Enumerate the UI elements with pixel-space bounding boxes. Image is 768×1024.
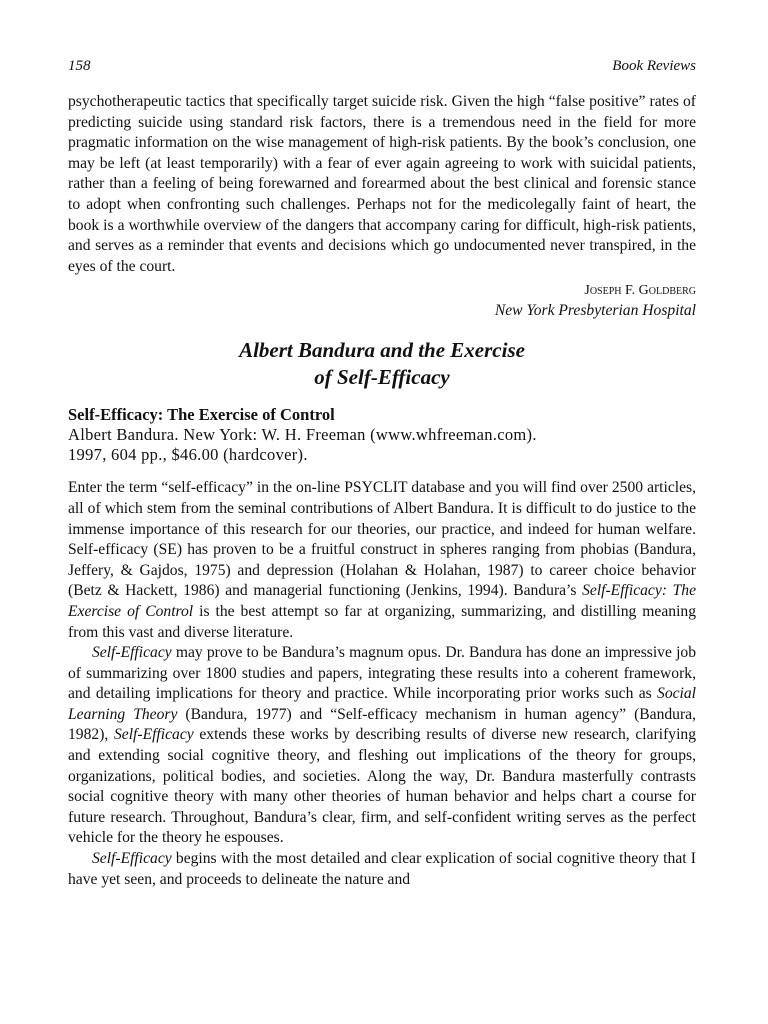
page-number: 158 xyxy=(68,58,91,74)
book-citation-line-2: 1997, 604 pp., $46.00 (hardcover). xyxy=(68,445,308,465)
text-segment: may prove to be Bandura’s magnum opus. Dr. Bandura has done an impressive job of summarizing over 1800 studies and papers, integrating these results into a coherent framework, and detailing implications for theory and practice. While incorporating prior works such as xyxy=(68,644,696,703)
reviewer-name: Joseph F. Goldberg xyxy=(584,283,696,299)
page-content xyxy=(68,92,696,890)
review-body xyxy=(68,478,696,890)
section-title: Book Reviews xyxy=(612,58,696,74)
italic-text-segment: Self-Efficacy: The Exercise of Control xyxy=(68,582,696,620)
reviewer-affiliation: New York Presbyterian Hospital xyxy=(494,302,696,320)
book-citation-line-1: Albert Bandura. New York: W. H. Freeman (www.whfreeman.com). xyxy=(68,425,537,445)
prev-review-paragraph: psychotherapeutic tactics that specifically target suicide risk. Given the high “false positive” rates of predicting suicide using standard risk factors, there is a tremendous need in the field for more pragmatic information on the wise management of high-risk patients. By the book’s conclusion, one may be left (at least temporarily) with a fear of ever again agreeing to work with suicidal patients, rather than a feeling of being forewarned and forearmed about the best clinical and forensic stance to adopt when confronting such challenges. Perhaps not for the medicolegally faint of heart, the book is a worthwhile overview of the dangers that accompany caring for difficult, high-risk patients, and serves as a reminder that events and decisions which go undocumented never transpired, in the eyes of the court. xyxy=(68,93,696,275)
review-paragraph-3 xyxy=(68,849,696,890)
text-segment: is the best attempt so far at organizing, summarizing, and distilling meaning from this vast and diverse literature. xyxy=(68,602,696,641)
italic-text-segment: Social Learning Theory xyxy=(68,685,696,723)
book-citation xyxy=(68,425,696,465)
review-paragraph-1 xyxy=(68,478,696,643)
text-segment: extends these works by describing results of diverse new research, clarifying and extending social cognitive theory, and fleshing out implications of the theory for groups, organizations, political bodies, and societies. Along the way, Dr. Bandura masterfully contrasts social cognitive theory with many other theories of human behavior and helps chart a course for future research. Throughout, Bandura’s clear, firm, and self-confident writing serves as the perfect vehicle for the theory he espouses. xyxy=(68,726,696,847)
review-title-line-1: Albert Bandura and the Exercise xyxy=(239,338,525,363)
review-title xyxy=(68,337,696,391)
text-segment: (Bandura, 1977) and “Self-efficacy mechanism in human agency” (Bandura, 1982), xyxy=(68,705,696,744)
running-head xyxy=(68,58,696,75)
review-title-line-2: of Self-Efficacy xyxy=(314,365,450,390)
reviewer-signature xyxy=(68,281,696,321)
book-title: Self-Efficacy: The Exercise of Control xyxy=(68,405,335,425)
text-segment: Enter the term “self-efficacy” in the on-line PSYCLIT database and you will find over 2500 articles, all of which stem from the seminal contributions of Albert Bandura. It is difficult to do justice to the immense importance of this research for our theories, our practice, and indeed for human welfare. Self-efficacy (SE) has proven to be a fruitful construct in spheres ranging from phobias (Bandura, Jeffery, & Gajdos, 1975) and depression (Holahan & Holahan, 1987) to career choice behavior (Betz & Hackett, 1986) and managerial functioning (Jenkins, 1994). Bandura’s xyxy=(68,479,696,600)
italic-text-segment: Self-Efficacy xyxy=(92,644,172,662)
text-segment: begins with the most detailed and clear explication of social cognitive theory that I have yet seen, and proceeds to delineate the nature and xyxy=(68,850,696,888)
italic-text-segment: Self-Efficacy xyxy=(114,726,194,744)
italic-text-segment: Self-Efficacy xyxy=(92,850,172,868)
review-paragraph-2 xyxy=(68,643,696,849)
